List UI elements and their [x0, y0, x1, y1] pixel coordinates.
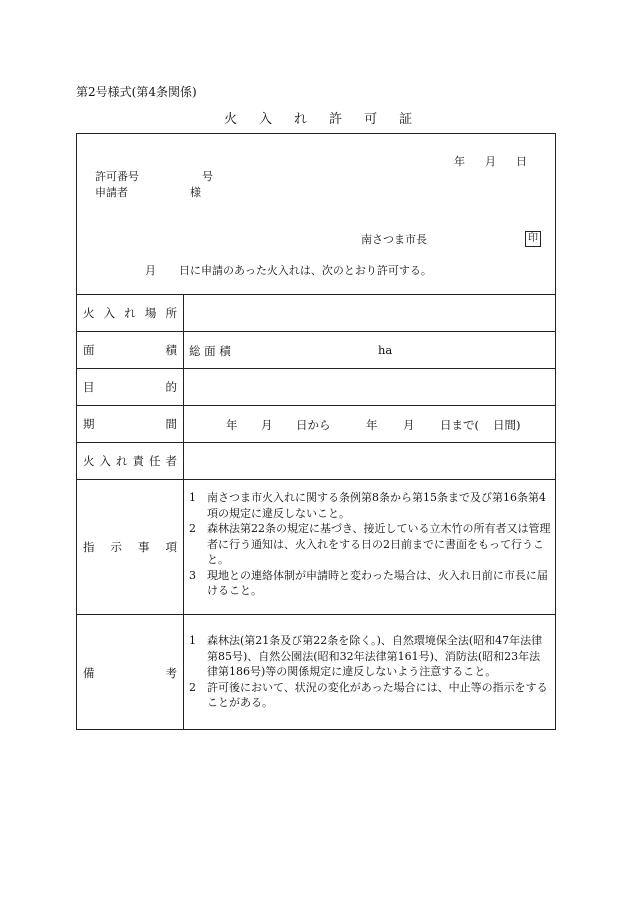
list-item [189, 521, 551, 568]
item-text: 許可後において、状況の変化があった場合には、中止等の指示をすることがある。 [207, 680, 548, 709]
item-text: 南さつま市火入れに関する条例第8条から第15条まで及び第16条第4項の規定に違反しないこと。 [207, 491, 546, 520]
label-char: 事 [138, 539, 150, 554]
label-char: 責 [132, 453, 144, 468]
label-char: れ [124, 305, 136, 320]
document-title [224, 108, 412, 127]
label-period [83, 405, 177, 442]
label-char: 入 [103, 305, 116, 320]
date-year-label: 年 [454, 155, 465, 168]
label-char: 火 [83, 305, 95, 320]
label-char: 間 [165, 416, 177, 431]
item-number: 3 [189, 568, 196, 582]
item-number: 1 [189, 491, 196, 504]
total-area-label: 総 面 積 [189, 344, 231, 358]
label-char: 項 [165, 539, 177, 554]
item-number: 1 [189, 634, 196, 647]
applicant-suffix: 様 [190, 186, 201, 199]
title-char: れ [294, 112, 308, 127]
label-responsible-person [83, 442, 177, 479]
date-day-label: 日 [516, 155, 527, 168]
item-text: 森林法第22条の規定に基づき、接近している立木竹の所有者又は管理者に行う通知は、火入れをする日の2日前までに書面をもって行うこと。 [207, 522, 551, 566]
label-char: 目 [83, 379, 95, 394]
label-char: 面 [83, 342, 95, 357]
label-char: 任 [149, 453, 161, 468]
label-instructions [83, 479, 177, 614]
label-char: 入 [99, 453, 111, 468]
remarks-list [189, 633, 551, 711]
area-unit: ha [378, 343, 393, 357]
list-item [189, 490, 551, 521]
label-char: 示 [110, 539, 122, 554]
permit-number-label: 許可番号 [95, 170, 139, 183]
label-burn-location [83, 294, 177, 331]
date-month-label: 月 [485, 155, 496, 168]
label-char: 場 [144, 305, 157, 320]
label-char: れ [116, 453, 128, 468]
item-text: 現地との連絡体制が申請時と変わった場合は、火入れ日前に市長に届けること。 [207, 568, 548, 597]
label-char: 所 [165, 305, 177, 320]
period-month-to: 月 [403, 418, 415, 432]
title-char: 火 [224, 112, 238, 127]
label-char: 考 [165, 665, 177, 680]
title-char: 許 [329, 112, 343, 127]
title-char: 入 [259, 112, 273, 127]
label-char: 者 [165, 453, 177, 468]
intro-text: 日に申請のあった火入れは、次のとおり許可する。 [179, 264, 432, 277]
period-day-to: 日まで( [440, 418, 479, 432]
label-char: 指 [83, 539, 95, 554]
permit-number-suffix: 号 [202, 170, 213, 183]
period-year-from: 年 [226, 418, 238, 432]
period-year-to: 年 [366, 418, 378, 432]
seal-mark: 印 [525, 231, 541, 247]
list-item [189, 568, 551, 599]
issuer-name: 南さつま市長 [361, 233, 427, 246]
period-days: 日間) [493, 418, 521, 432]
label-char: 備 [83, 665, 95, 680]
form-reference: 第2号様式(第4条関係) [76, 85, 197, 99]
label-char: 積 [165, 342, 177, 357]
title-char: 証 [399, 112, 413, 127]
item-number: 2 [189, 522, 196, 535]
label-remarks [83, 614, 177, 731]
list-item [189, 680, 551, 711]
period-month-from: 月 [261, 418, 273, 432]
label-area [83, 331, 177, 368]
item-number: 2 [189, 680, 196, 694]
column-divider [183, 294, 184, 730]
item-text: 森林法(第21条及び第22条を除く。)、自然環境保全法(昭和47年法律第85号)、自然公園法(昭和32年法律第161号)、消防法(昭和23年法律第186号)等の関係規定に違反しないよう注意すること。 [207, 634, 543, 678]
instructions-list [189, 490, 551, 599]
issue-date [454, 153, 527, 169]
permit-form-table [76, 133, 556, 730]
intro-month: 月 [145, 264, 156, 277]
title-char: 可 [364, 112, 378, 127]
label-purpose [83, 368, 177, 405]
label-char: 期 [83, 416, 95, 431]
label-char: 火 [83, 453, 95, 468]
period-day-from: 日から [296, 418, 331, 432]
label-char: 的 [165, 379, 177, 394]
applicant-label: 申請者 [95, 186, 128, 199]
list-item [189, 633, 551, 680]
